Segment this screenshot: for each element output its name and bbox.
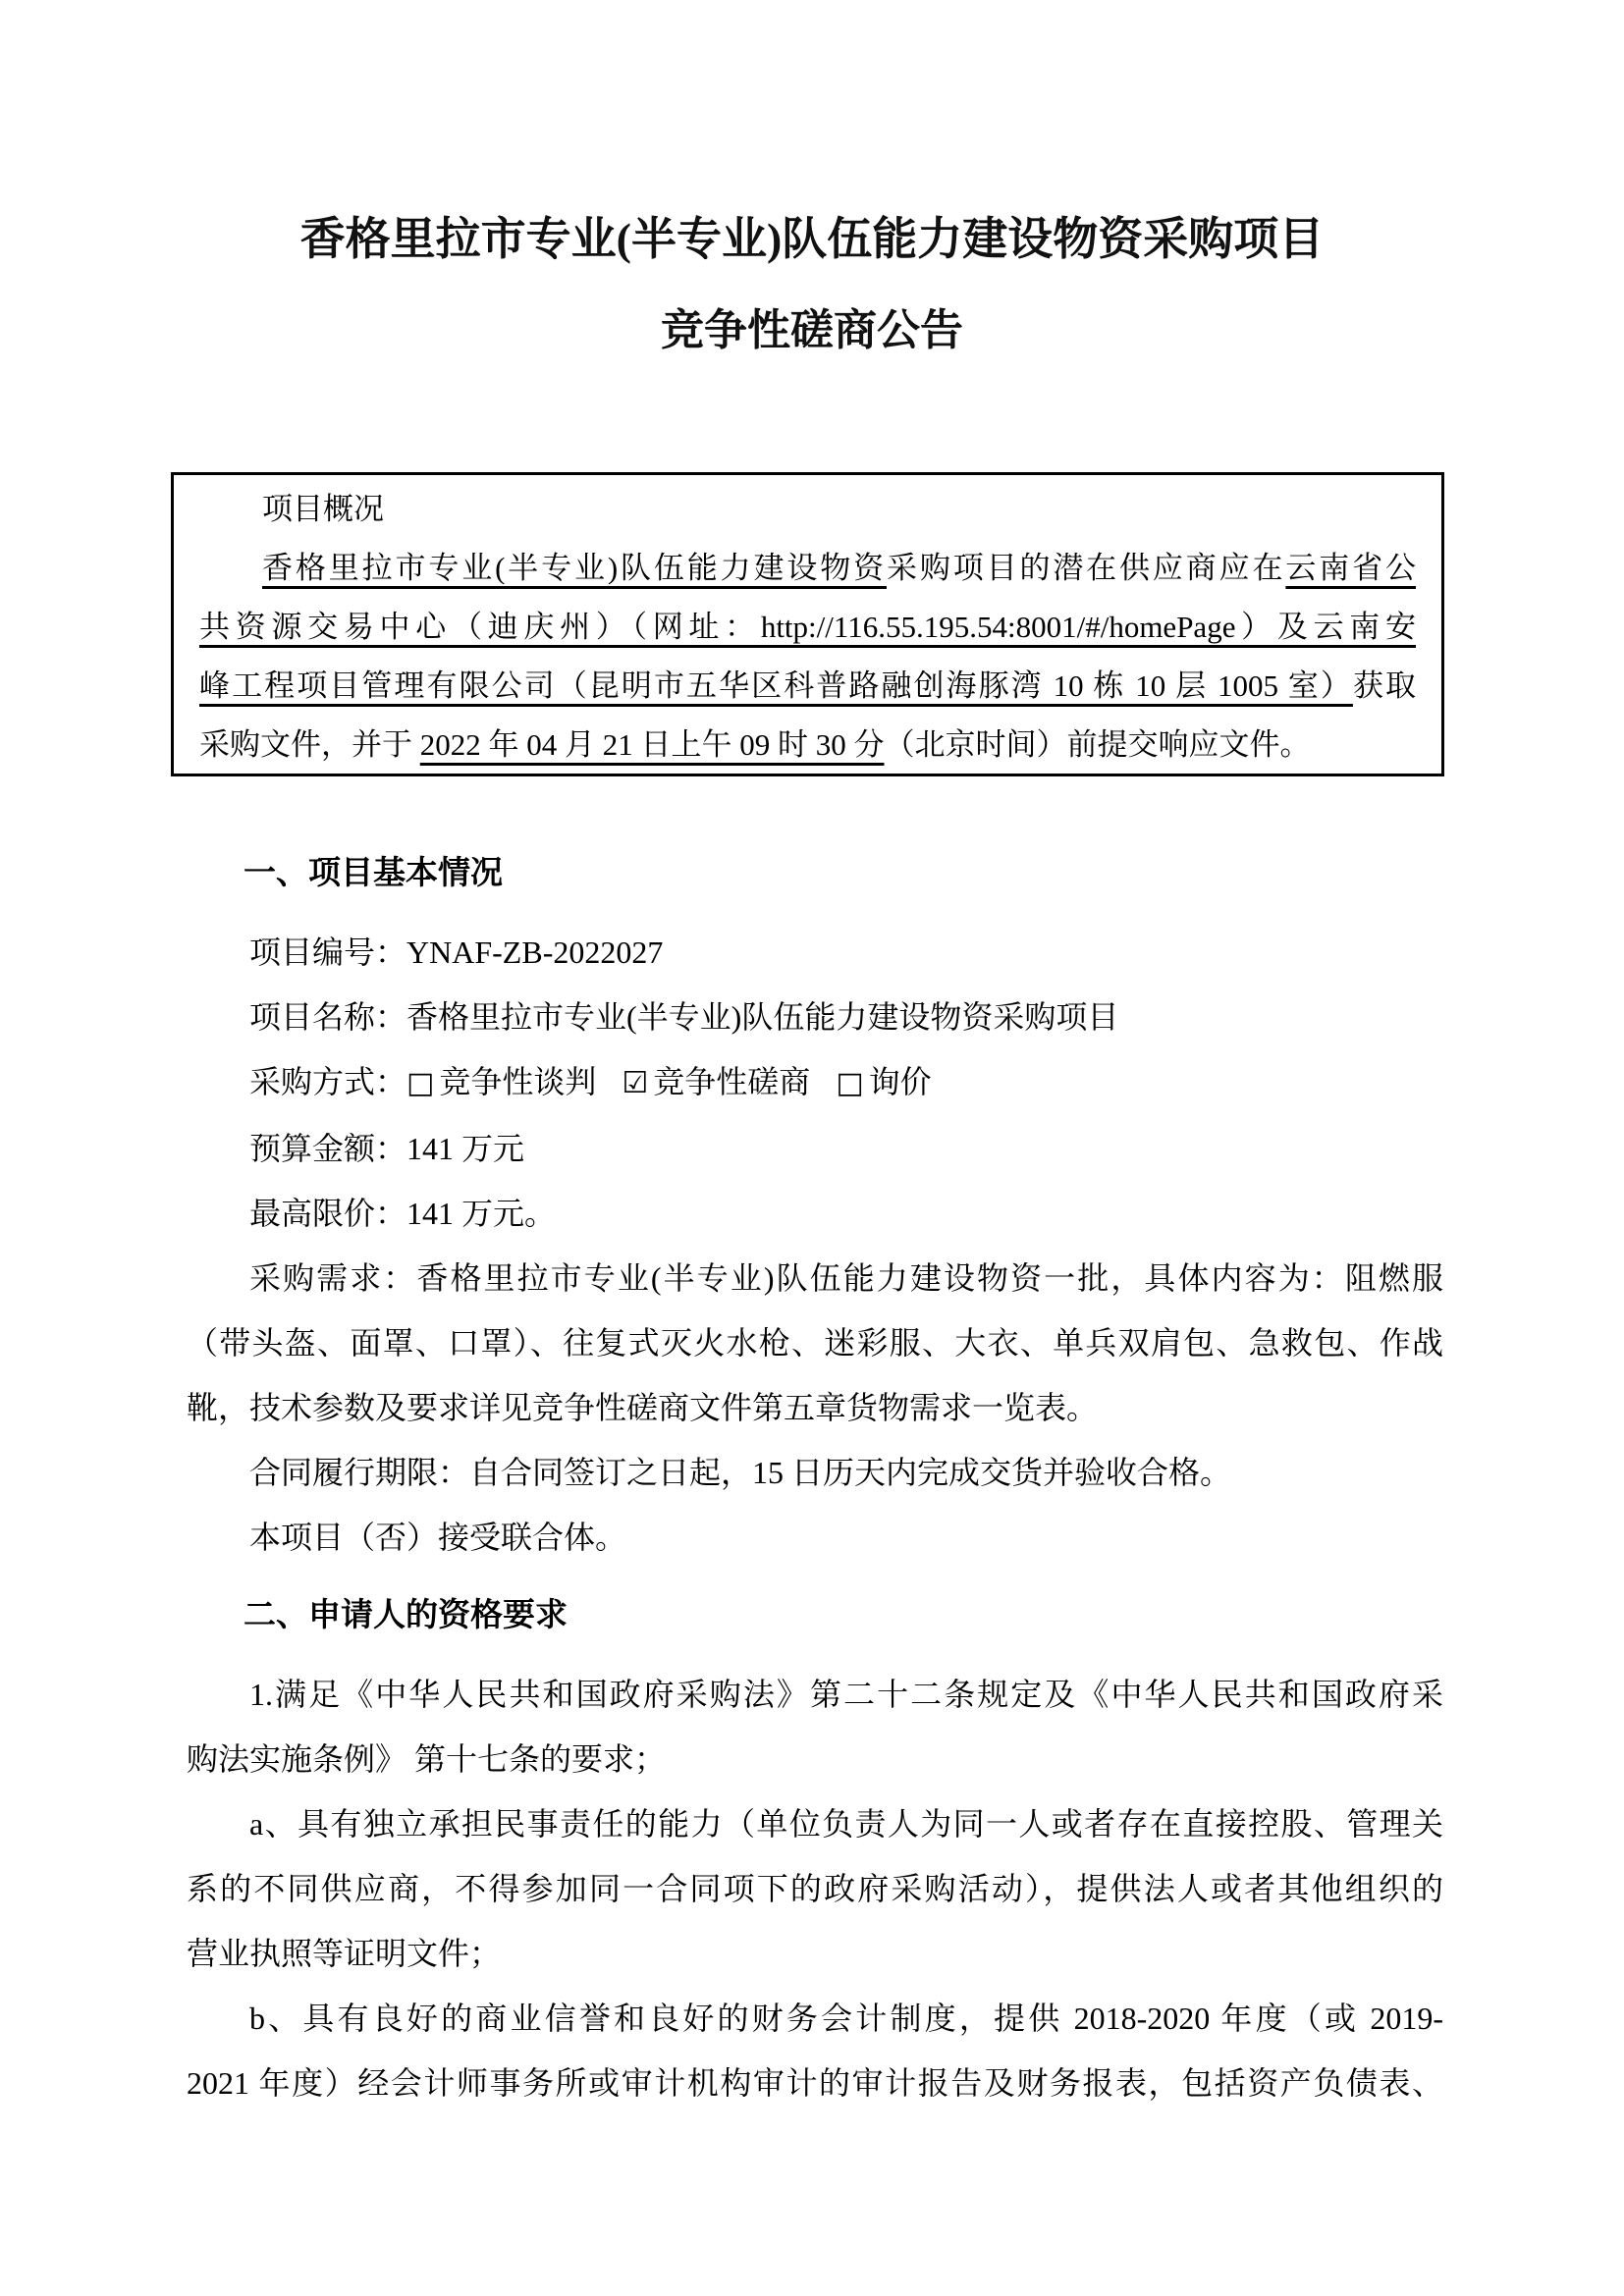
paragraph-qualification-1 [187, 1662, 1443, 1791]
checkbox-unchecked-icon: □ [836, 1066, 864, 1100]
document-body [187, 841, 1443, 2115]
paragraph-line: 2021 年度）经会计师事务所或审计机构审计的审计报告及财务报表，包括资产负债表、 [187, 2065, 1443, 2101]
field-value: 香格里拉市专业(半专业)队伍能力建设物资采购项目 [406, 999, 1119, 1035]
paragraph-contract-term: 合同履行期限：自合同签订之日起，15 日历天内完成交货并验收合格。 [249, 1455, 1232, 1490]
field-value: YNAF-ZB-2022027 [406, 934, 664, 970]
paragraph-line: 采购需求：香格里拉市专业(半专业)队伍能力建设物资一批，具体内容为：阻燃服 [249, 1260, 1443, 1296]
underlined-deadline: 2022 年 04 月 21 日上午 09 时 30 分 [419, 727, 885, 762]
paragraph-qualification-b [187, 1986, 1443, 2115]
paragraph-line: b、具有良好的商业信誉和良好的财务会计制度，提供 2018-2020 年度（或 2019- [249, 2001, 1443, 2036]
paragraph-line: 系的不同供应商，不得参加同一合同项下的政府采购活动），提供法人或者其他组织的 [187, 1871, 1443, 1906]
option-label: 竞争性谈判 [439, 1064, 597, 1099]
field-project-number [187, 920, 1443, 985]
field-procurement-method [187, 1049, 1443, 1116]
field-label: 预算金额： [249, 1131, 407, 1166]
paragraph-line: 靴，技术参数及要求详见竞争性磋商文件第五章货物需求一览表。 [187, 1390, 1099, 1425]
overview-line-4 [199, 657, 1416, 716]
field-label: 项目编号： [249, 934, 407, 970]
paragraph-line: a、具有独立承担民事责任的能力（单位负责人为同一人或者存在直接控股、管理关 [249, 1806, 1443, 1842]
document-title-line-2: 竞争性磋商公告 [661, 306, 963, 354]
paragraph-procurement-demand [187, 1246, 1443, 1440]
checkbox-checked-icon: ☑ [622, 1066, 649, 1100]
option-label: 询价 [868, 1064, 932, 1099]
overview-text: （北京时间）前提交响应文件。 [884, 727, 1311, 762]
overview-line-5 [199, 716, 1416, 774]
method-option-consultation [622, 1064, 810, 1099]
method-option-negotiation [406, 1064, 596, 1099]
overview-text: 采购项目的潜在供应商应在 [886, 551, 1286, 585]
field-value: 141 万元 [406, 1131, 525, 1166]
paragraph-line: 营业执照等证明文件； [187, 1936, 502, 1971]
field-value: 141 万元。 [406, 1196, 557, 1231]
paragraph-qualification-a [187, 1791, 1443, 1986]
option-label: 竞争性磋商 [653, 1064, 811, 1099]
paragraph-line: （带头盔、面罩、口罩）、往复式灭火水枪、迷彩服、大衣、单兵双肩包、急救包、作战 [187, 1325, 1443, 1361]
field-budget [187, 1116, 1443, 1181]
underlined-project-name: 香格里拉市专业(半专业)队伍能力建设物资 [262, 551, 887, 585]
paragraph-line: 购法实施条例》 第十七条的要求； [187, 1741, 667, 1777]
overview-line-3 [199, 598, 1416, 657]
field-label: 采购方式： [249, 1064, 407, 1099]
overview-text: 采购文件，并于 [199, 727, 420, 762]
document-title-line-1: 香格里拉市专业(半专业)队伍能力建设物资采购项目 [299, 214, 1325, 264]
underlined-platform-start: 云南省公 [1285, 551, 1416, 585]
paragraph-consortium: 本项目（否）接受联合体。 [249, 1520, 627, 1555]
checkbox-unchecked-icon: □ [406, 1066, 435, 1100]
field-label: 最高限价： [249, 1196, 407, 1231]
paragraph-line: 1.满足《中华人民共和国政府采购法》第二十二条规定及《中华人民共和国政府采 [249, 1677, 1443, 1712]
field-label: 项目名称： [249, 999, 407, 1035]
field-max-price [187, 1181, 1443, 1246]
overview-text: 获取 [1352, 668, 1417, 703]
overview-line-2 [199, 539, 1416, 598]
underlined-platform-url: 共资源交易中心（迪庆州）（网址：http://116.55.195.54:8001/#/homePage）及云南安 [199, 610, 1416, 644]
section-2-heading: 二、申请人的资格要求 [244, 1598, 568, 1633]
underlined-agency-address: 峰工程项目管理有限公司（昆明市五华区科普路融创海豚湾 10 栋 10 层 1005 室） [199, 668, 1353, 703]
overview-heading: 项目概况 [262, 492, 384, 526]
section-1-heading: 一、项目基本情况 [244, 856, 503, 891]
project-overview-box [171, 472, 1444, 776]
field-project-name [187, 985, 1443, 1049]
method-option-inquiry [836, 1064, 931, 1099]
